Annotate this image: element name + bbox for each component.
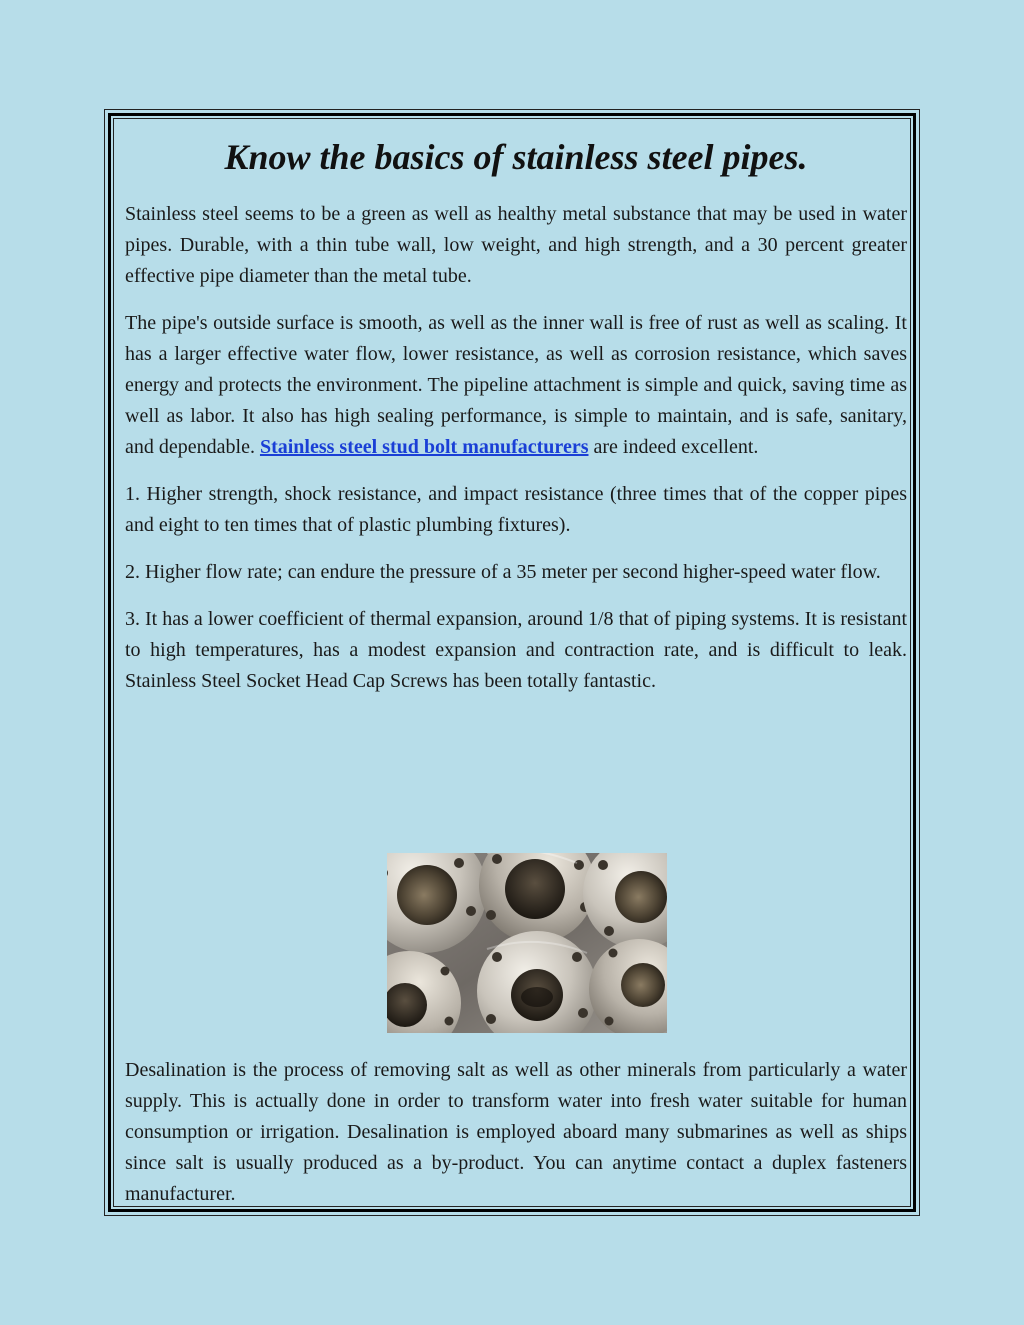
paragraph-desalination: Desalination is the process of removing salt as well as other minerals from particularly a water supply. This is actually done in order to transform water into fresh water suitable for human consumption or irrigation. Desalination is employed aboard many submarines as well as ships since salt is usually produced as a by-product. You can anytime contact a duplex fasteners manufacturer. bbox=[125, 1059, 907, 1205]
paragraph-surface bbox=[125, 308, 907, 463]
paragraph-intro: Stainless steel seems to be a green as well as healthy metal substance that may be used in water pipes. Durable, with a thin tube wall, low weight, and high strength, and a 30 percent greater effective pipe diameter than the metal tube. bbox=[125, 203, 907, 287]
list-item-strength: 1. Higher strength, shock resistance, and impact resistance (three times that of the copper pipes and eight to ten times that of plastic plumbing fixtures). bbox=[125, 483, 907, 536]
paragraph-surface-tail: are indeed excellent. bbox=[588, 436, 759, 458]
document-frame-outer bbox=[104, 109, 920, 1216]
document-frame-inner bbox=[113, 118, 911, 1207]
document-frame-mid bbox=[108, 113, 916, 1212]
list-item-thermal-expansion: 3. It has a lower coefficient of thermal expansion, around 1/8 that of piping systems. It is resistant to high temperatures, has a modest expansion and contraction rate, and is difficult to leak. Stainless Steel Socket Head Cap Screws has been totally fantastic. bbox=[125, 608, 907, 692]
document-content bbox=[125, 119, 907, 1205]
paragraph-surface-text: The pipe's outside surface is smooth, as well as the inner wall is free of rust as well as scaling. It has a larger effective water flow, lower resistance, as well as corrosion resistance, which saves energy and protects the environment. The pipeline attachment is simple and quick, saving time as well as labor. It also has high sealing performance, is simple to maintain, and is safe, sanitary, and dependable. bbox=[125, 312, 907, 458]
stud-bolt-manufacturers-link[interactable]: Stainless steel stud bolt manufacturers bbox=[259, 436, 589, 458]
page-title: Know the basics of stainless steel pipes. bbox=[224, 137, 808, 177]
list-item-flow-rate: 2. Higher flow rate; can endure the pressure of a 35 meter per second higher-speed water flow. bbox=[125, 561, 881, 583]
stainless-steel-flanges-photo bbox=[387, 853, 667, 1033]
